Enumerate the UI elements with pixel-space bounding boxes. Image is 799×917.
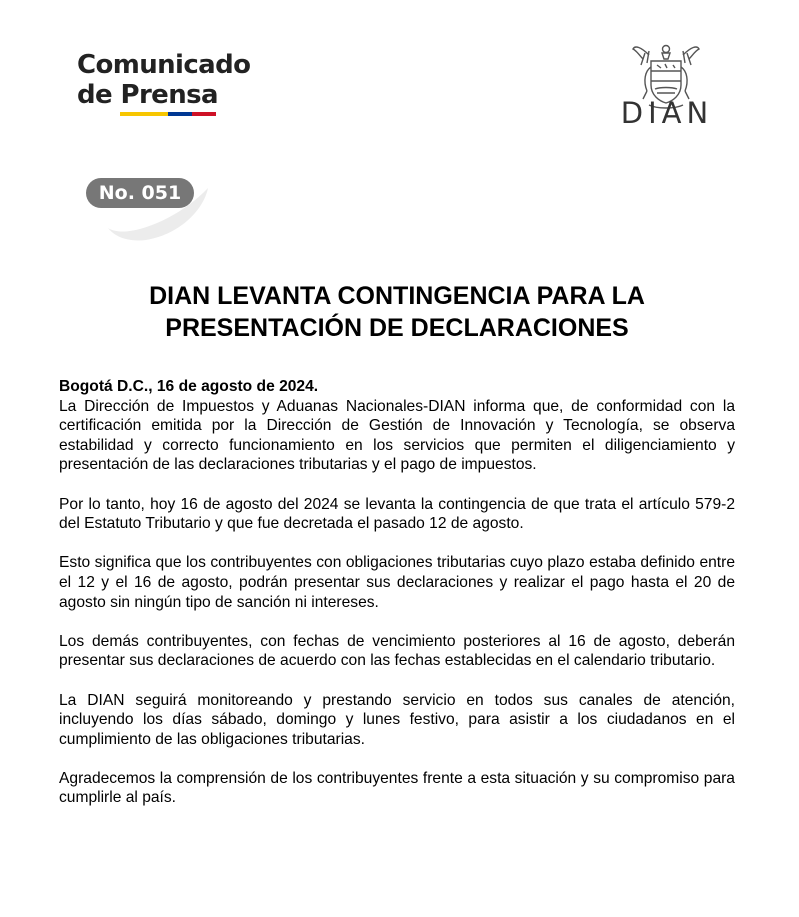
headline-line-2: PRESENTACIÓN DE DECLARACIONES bbox=[165, 314, 629, 342]
dateline: Bogotá D.C., 16 de agosto de 2024. bbox=[59, 378, 319, 395]
headline-line-1: DIAN LEVANTA CONTINGENCIA PARA LA bbox=[149, 282, 645, 310]
document-type-title bbox=[77, 50, 250, 110]
flag-stripe-yellow bbox=[120, 112, 168, 116]
colombia-flag-bar bbox=[120, 112, 216, 116]
dian-wordmark: DIAN bbox=[620, 96, 714, 130]
headline bbox=[60, 280, 734, 344]
flag-stripe-red bbox=[192, 112, 216, 116]
paragraph: Esto significa que los contribuyentes con obligaciones tributarias cuyo plazo estaba definido entre el 12 y el 16 de agosto, podrán presentar sus declaraciones y realizar el pago hasta el 20 de agosto sin ningún tipo de sanción ni intereses. bbox=[59, 554, 735, 611]
flag-stripe-blue bbox=[168, 112, 192, 116]
paragraph: La DIAN seguirá monitoreando y prestando servicio en todos sus canales de atención, incluyendo los días sábado, domingo y lunes festivo, para asistir a los ciudadanos en el cumplimiento de las obligaciones tributarias. bbox=[59, 691, 735, 748]
paragraph: Los demás contribuyentes, con fechas de vencimiento posteriores al 16 de agosto, deberán presentar sus declaraciones de acuerdo con las fechas establecidas en el calendario tributario. bbox=[59, 632, 735, 670]
title-line-1: Comunicado bbox=[77, 50, 251, 80]
body-text bbox=[59, 377, 735, 828]
paragraph: Por lo tanto, hoy 16 de agosto del 2024 se levanta la contingencia de que trata el artículo 579-2 del Estatuto Tributario y que fue decretada el pasado 12 de agosto. bbox=[59, 495, 735, 533]
title-line-2: de Prensa bbox=[77, 80, 218, 110]
release-number-badge: No. 051 bbox=[86, 178, 194, 208]
paragraph: Agradecemos la comprensión de los contribuyentes frente a esta situación y su compromiso para cumplirle al país. bbox=[59, 769, 735, 807]
paragraph: La Dirección de Impuestos y Aduanas Nacionales-DIAN informa que, de conformidad con la certificación emitida por la Dirección de Gestión de Innovación y Tecnología, se observa estabilidad y correcto funcionamiento en los servicios que permiten el diligenciamiento y presentación de las declaraciones tributarias y el pago de impuestos. bbox=[59, 397, 735, 474]
